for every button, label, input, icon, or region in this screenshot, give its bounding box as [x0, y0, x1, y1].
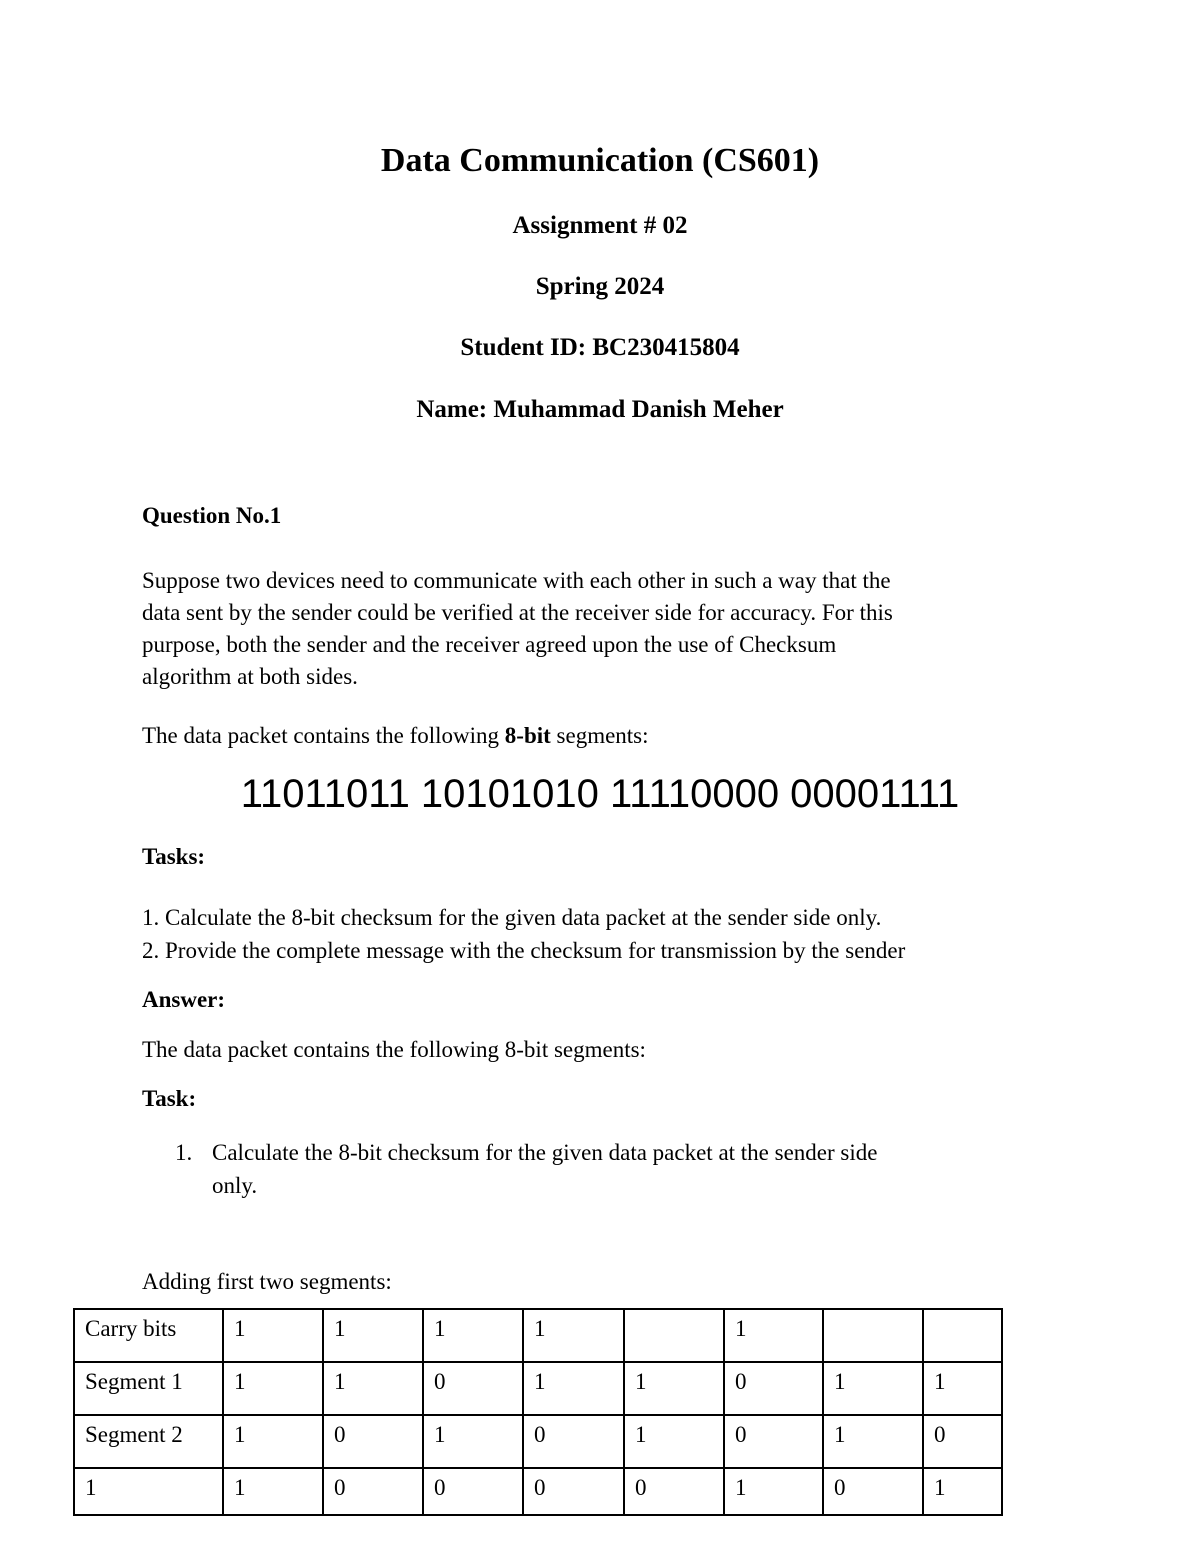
bit-cell: 1 — [523, 1362, 624, 1415]
bit-cell: 1 — [624, 1415, 724, 1468]
bit-cell: 0 — [323, 1415, 423, 1468]
row-label: Carry bits — [74, 1309, 223, 1362]
bit-cell: 1 — [523, 1309, 624, 1362]
task-item-1: 1. Calculate the 8-bit checksum for the given data packet at the sender side only. — [142, 905, 882, 930]
bit-cell: 1 — [323, 1309, 423, 1362]
bit-cell — [823, 1309, 923, 1362]
table-row — [74, 1415, 1002, 1468]
table-row — [74, 1468, 1002, 1515]
bit-cell: 1 — [223, 1362, 323, 1415]
bit-cell: 1 — [923, 1362, 1002, 1415]
bit-cell: 0 — [323, 1468, 423, 1515]
answer-intro: The data packet contains the following 8-bit segments: — [142, 1037, 646, 1062]
answer-task-line: only. — [212, 1173, 258, 1198]
bit-cell: 1 — [323, 1362, 423, 1415]
bit-cell: 1 — [624, 1362, 724, 1415]
page-title: Data Communication (CS601) — [380, 142, 820, 179]
question-heading: Question No.1 — [142, 503, 282, 528]
data-segments: 11011011 10101010 11110000 00001111 — [240, 772, 960, 816]
row-label: Segment 2 — [74, 1415, 223, 1468]
bit-cell: 0 — [523, 1468, 624, 1515]
bit-cell: 0 — [523, 1415, 624, 1468]
answer-task-heading: Task: — [142, 1086, 197, 1111]
row-label: 1 — [74, 1468, 223, 1515]
bit-cell: 1 — [223, 1468, 323, 1515]
packet-intro — [142, 723, 649, 749]
bit-cell: 1 — [724, 1309, 823, 1362]
student-id: Student ID: BC230415804 — [460, 334, 740, 361]
bit-cell: 0 — [724, 1362, 823, 1415]
answer-task-line: Calculate the 8-bit checksum for the given data packet at the sender side — [212, 1140, 878, 1165]
paragraph-line: purpose, both the sender and the receiver agreed upon the use of Checksum — [142, 632, 837, 657]
assignment-number: Assignment # 02 — [512, 212, 688, 239]
student-name: Name: Muhammad Danish Meher — [416, 396, 784, 423]
packet-intro-bold: 8-bit — [504, 723, 551, 748]
bit-cell: 1 — [923, 1468, 1002, 1515]
answer-task-text — [212, 1136, 1035, 1202]
bit-cell — [624, 1309, 724, 1362]
table-row — [74, 1309, 1002, 1362]
semester: Spring 2024 — [535, 273, 665, 300]
row-label: Segment 1 — [74, 1362, 223, 1415]
bit-cell: 0 — [724, 1415, 823, 1468]
bit-cell: 1 — [823, 1362, 923, 1415]
answer-heading: Answer: — [142, 987, 226, 1012]
bit-cell: 1 — [423, 1309, 523, 1362]
paragraph-line: data sent by the sender could be verified at the receiver side for accuracy. For this — [142, 600, 893, 625]
bit-cell: 1 — [223, 1415, 323, 1468]
adding-label: Adding first two segments: — [142, 1269, 392, 1294]
bit-cell: 0 — [823, 1468, 923, 1515]
table-row — [74, 1362, 1002, 1415]
question-paragraph — [142, 565, 1072, 693]
binary-addition-table — [73, 1308, 1003, 1516]
bit-cell: 1 — [423, 1415, 523, 1468]
answer-task-item — [175, 1136, 1035, 1202]
packet-intro-text: The data packet contains the following — [142, 723, 505, 748]
task-item-2: 2. Provide the complete message with the checksum for transmission by the sender — [142, 938, 906, 963]
paragraph-line: algorithm at both sides. — [142, 664, 358, 689]
packet-intro-tail: segments: — [550, 723, 649, 748]
bit-cell: 0 — [923, 1415, 1002, 1468]
bit-cell — [923, 1309, 1002, 1362]
bit-cell: 1 — [724, 1468, 823, 1515]
tasks-heading: Tasks: — [142, 844, 206, 869]
bit-cell: 0 — [624, 1468, 724, 1515]
answer-task-number: 1. — [175, 1140, 193, 1165]
bit-cell: 0 — [423, 1468, 523, 1515]
bit-cell: 0 — [423, 1362, 523, 1415]
paragraph-line: Suppose two devices need to communicate with each other in such a way that the — [142, 568, 891, 593]
bit-cell: 1 — [823, 1415, 923, 1468]
bit-cell: 1 — [223, 1309, 323, 1362]
